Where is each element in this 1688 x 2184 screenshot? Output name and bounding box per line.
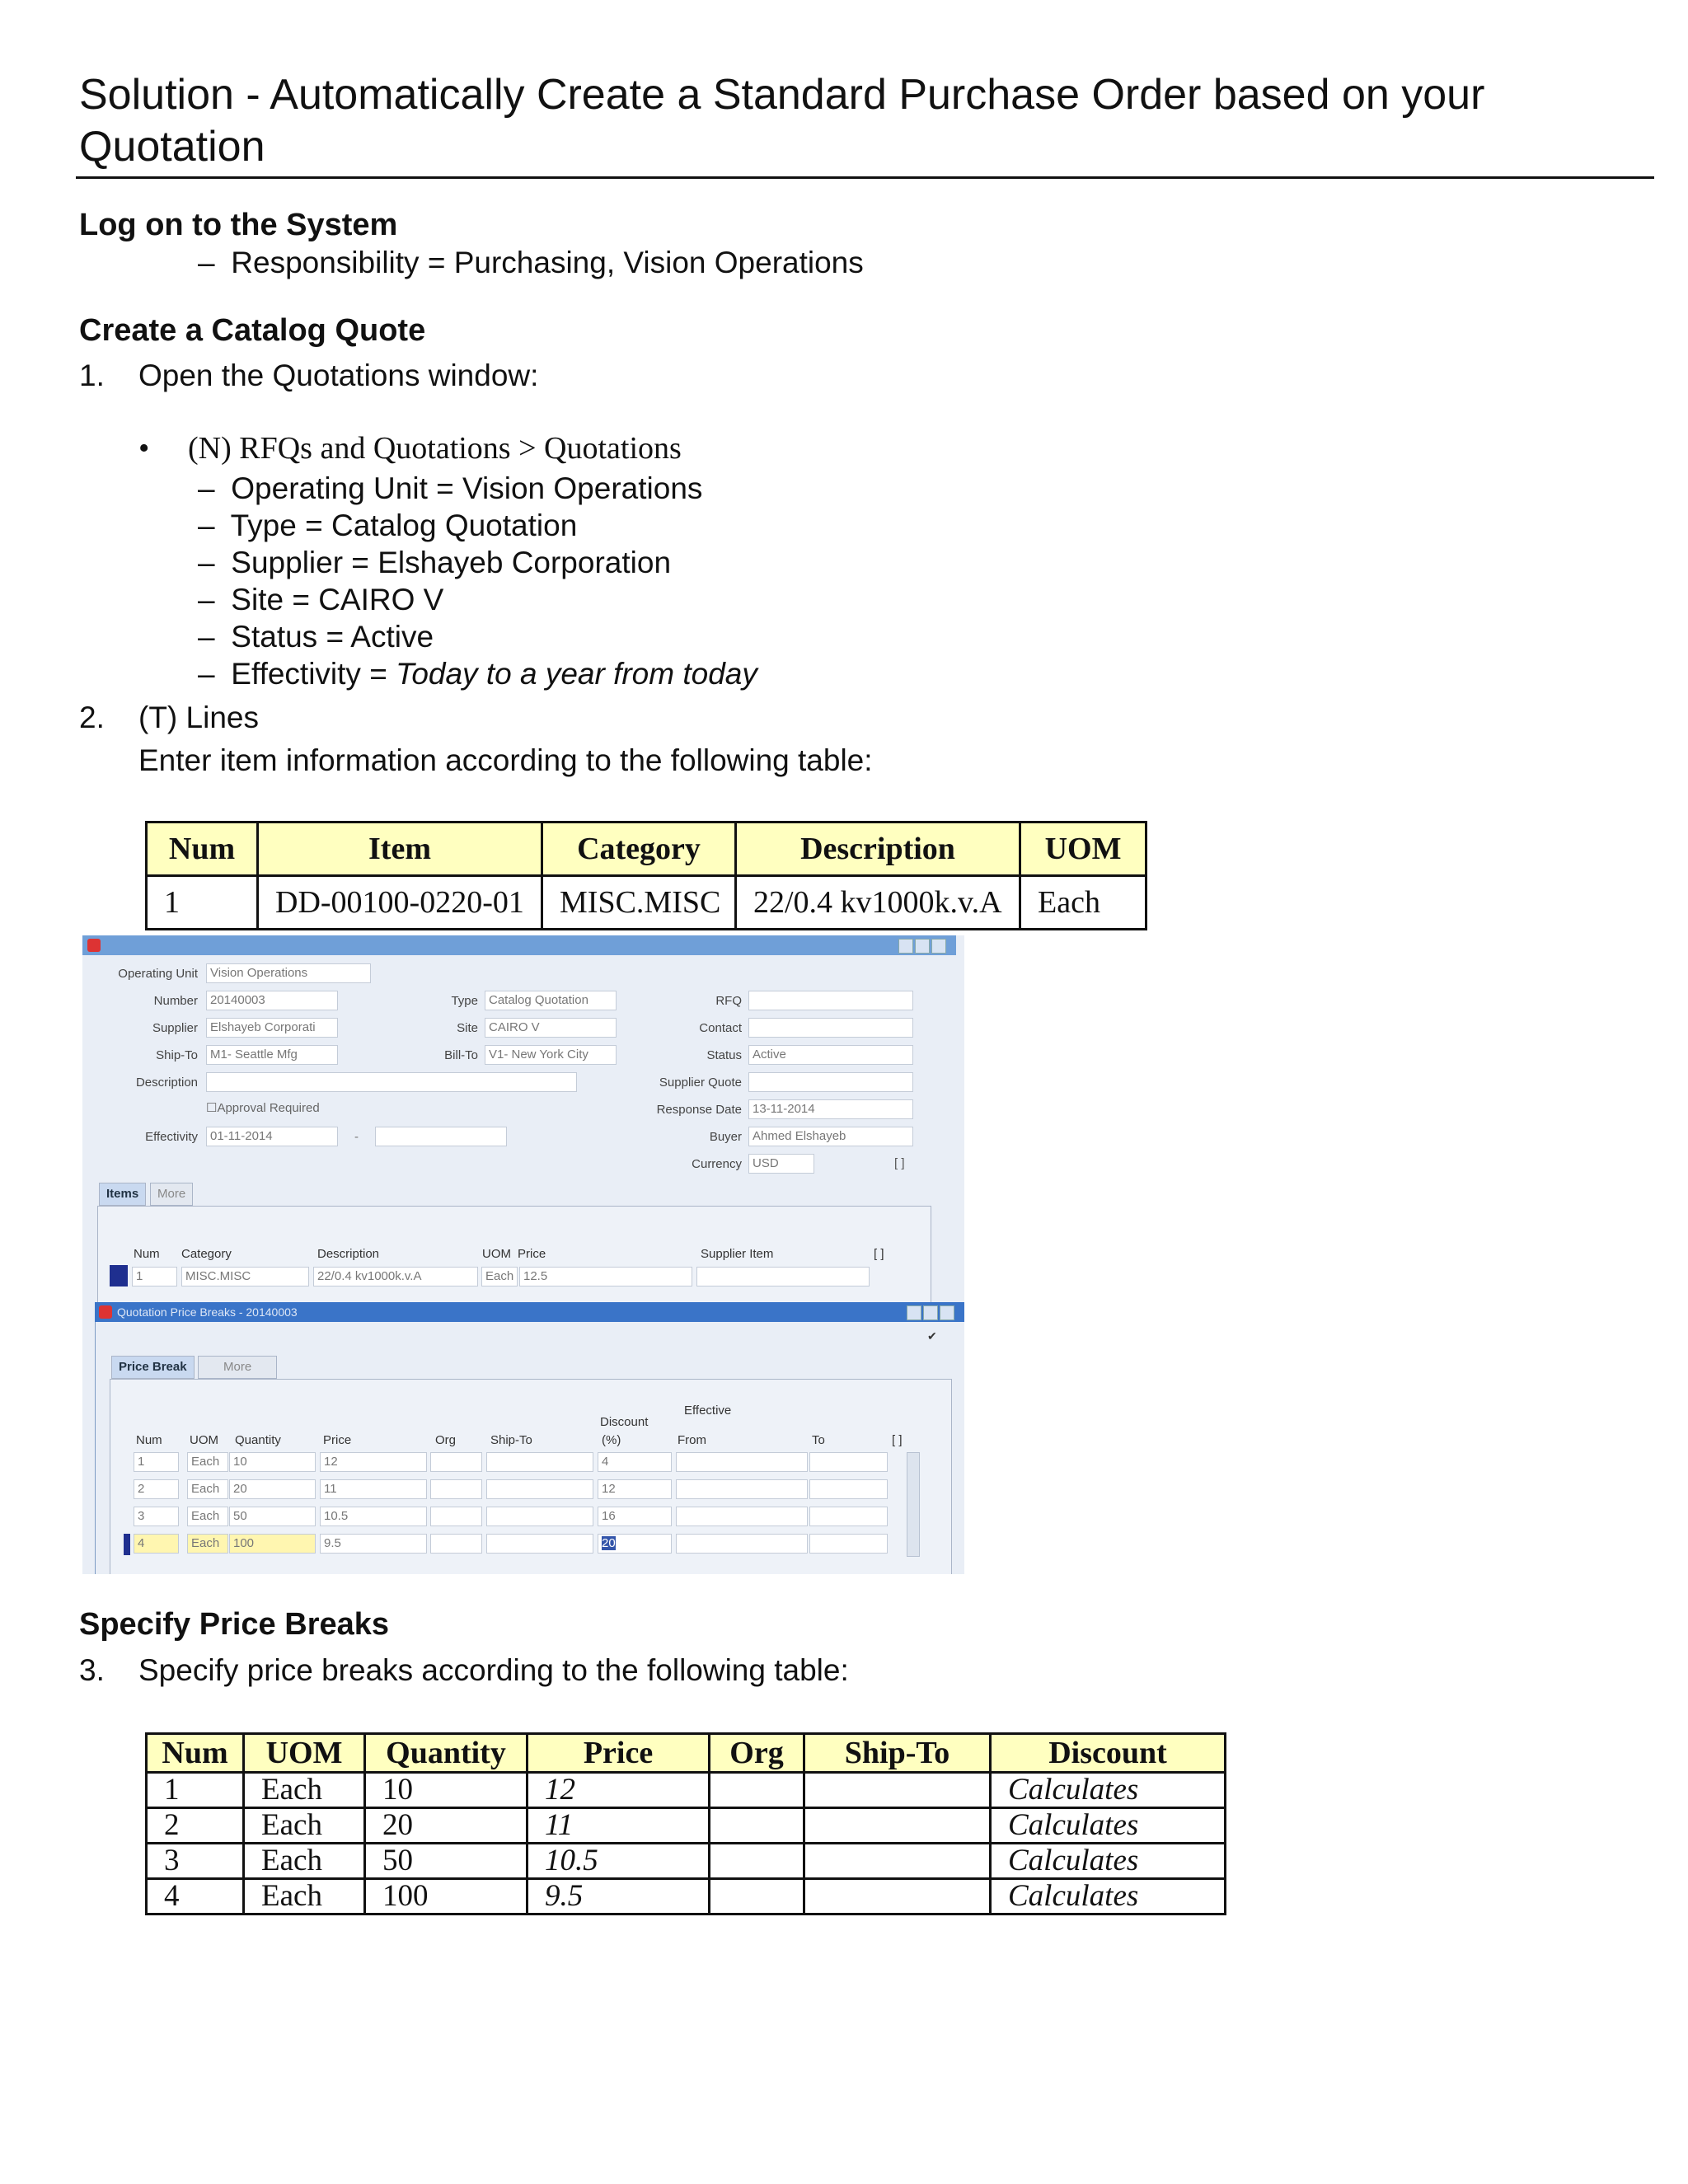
dash-icon: – bbox=[198, 246, 215, 279]
pb-org-field[interactable] bbox=[430, 1534, 482, 1554]
response-date-label: Response Date bbox=[656, 1103, 742, 1117]
cell: MISC.MISC bbox=[542, 876, 736, 930]
effectivity-from-field[interactable]: 01-11-2014 bbox=[206, 1127, 338, 1146]
site-label: Site bbox=[457, 1021, 478, 1035]
supplier-quote-label: Supplier Quote bbox=[659, 1076, 742, 1090]
effectivity-value: Today to a year from today bbox=[396, 657, 757, 691]
line-category-field[interactable]: MISC.MISC bbox=[181, 1267, 309, 1286]
table-row bbox=[147, 1879, 1226, 1915]
pb-price-field[interactable]: 11 bbox=[320, 1479, 427, 1499]
logon-item bbox=[198, 246, 864, 280]
cell bbox=[710, 1773, 804, 1808]
ship-to-label: Ship-To bbox=[156, 1048, 198, 1062]
step-3-number: 3. bbox=[79, 1653, 105, 1687]
pb-qty-field[interactable]: 100 bbox=[229, 1534, 316, 1554]
pb-col-quantity: Quantity bbox=[235, 1433, 281, 1447]
bill-to-field[interactable]: V1- New York City bbox=[485, 1045, 617, 1065]
cell: 100 bbox=[365, 1879, 528, 1915]
page-title: Solution - Automatically Create a Standard Purchase Order based on your Quotation bbox=[79, 71, 1485, 171]
pb-uom-field[interactable]: Each bbox=[187, 1534, 228, 1554]
col-header: Discount bbox=[991, 1734, 1226, 1773]
rfq-field[interactable] bbox=[748, 991, 913, 1010]
price-breaks-heading: Specify Price Breaks bbox=[79, 1607, 390, 1642]
contact-label: Contact bbox=[699, 1021, 742, 1035]
dash-icon: – bbox=[198, 546, 215, 579]
status-field[interactable]: Active bbox=[748, 1045, 913, 1065]
minimize-icon[interactable] bbox=[907, 1305, 921, 1320]
field-item: – Status = Active bbox=[198, 620, 434, 654]
lines-col-supplier-item: Supplier Item bbox=[701, 1247, 774, 1261]
table-row bbox=[147, 1773, 1226, 1808]
pb-col-ship-to: Ship-To bbox=[490, 1433, 532, 1447]
pb-from-field[interactable] bbox=[676, 1534, 808, 1554]
dash-icon: – bbox=[198, 509, 215, 542]
pb-ship-to-field[interactable] bbox=[486, 1534, 593, 1554]
cell: 1 bbox=[147, 876, 258, 930]
col-header: Quantity bbox=[365, 1734, 528, 1773]
line-price-field[interactable]: 12.5 bbox=[519, 1267, 692, 1286]
step-3-text: Specify price breaks according to the following table: bbox=[138, 1653, 849, 1687]
cell: Calculates bbox=[991, 1773, 1226, 1808]
cell: 50 bbox=[365, 1844, 528, 1879]
tab-price-break[interactable]: Price Break bbox=[111, 1356, 195, 1379]
pb-ship-to-field[interactable] bbox=[486, 1479, 593, 1499]
minimize-icon[interactable] bbox=[898, 939, 913, 954]
catalog-heading: Create a Catalog Quote bbox=[79, 313, 426, 348]
effectivity-label: Effectivity bbox=[145, 1130, 198, 1144]
effectivity-separator: - bbox=[354, 1130, 359, 1144]
cell bbox=[710, 1844, 804, 1879]
field-list bbox=[198, 470, 757, 692]
cell bbox=[710, 1879, 804, 1915]
cell: 9.5 bbox=[528, 1879, 710, 1915]
cell: Calculates bbox=[991, 1844, 1226, 1879]
step-2-text: (T) Lines bbox=[138, 701, 259, 734]
oracle-logo-icon bbox=[99, 1305, 112, 1319]
lines-col-description: Description bbox=[317, 1247, 380, 1261]
pb-col-uom: UOM bbox=[190, 1433, 218, 1447]
cell bbox=[804, 1844, 991, 1879]
contact-field[interactable] bbox=[748, 1018, 913, 1038]
pb-uom-field[interactable]: Each bbox=[187, 1507, 228, 1526]
pb-discount-field[interactable]: 4 bbox=[598, 1452, 672, 1472]
descriptive-flex-icon[interactable]: [ ] bbox=[894, 1156, 905, 1170]
col-header: Ship-To bbox=[804, 1734, 991, 1773]
dash-icon: – bbox=[198, 620, 215, 654]
pb-price-field[interactable]: 10.5 bbox=[320, 1507, 427, 1526]
line-supplier-item-field[interactable] bbox=[696, 1267, 870, 1286]
pb-uom-field[interactable]: Each bbox=[187, 1479, 228, 1499]
price-breaks-table bbox=[145, 1732, 1226, 1915]
oracle-logo-icon bbox=[87, 939, 101, 952]
cell: 12 bbox=[528, 1773, 710, 1808]
col-header: Category bbox=[542, 823, 736, 876]
cell: Each bbox=[1020, 876, 1146, 930]
col-header: Org bbox=[710, 1734, 804, 1773]
buyer-label: Buyer bbox=[709, 1130, 742, 1144]
pb-to-field[interactable] bbox=[809, 1534, 888, 1554]
pb-discount-field[interactable]: 20 bbox=[598, 1534, 672, 1554]
pb-num-field[interactable]: 3 bbox=[134, 1507, 179, 1526]
field-item: – Effectivity = Today to a year from today bbox=[198, 657, 757, 691]
col-header: UOM bbox=[1020, 823, 1146, 876]
cell: Calculates bbox=[991, 1879, 1226, 1915]
field-item: – Site = CAIRO V bbox=[198, 583, 444, 616]
logon-heading: Log on to the System bbox=[79, 208, 398, 242]
pb-from-field[interactable] bbox=[676, 1507, 808, 1526]
cell: 20 bbox=[365, 1808, 528, 1844]
buyer-field[interactable]: Ahmed Elshayeb bbox=[748, 1127, 913, 1146]
checkmark-icon: ✔ bbox=[927, 1329, 937, 1343]
number-field[interactable]: 20140003 bbox=[206, 991, 338, 1010]
window-titlebar bbox=[82, 935, 956, 955]
maximize-icon[interactable] bbox=[923, 1305, 938, 1320]
bullet-icon: • bbox=[138, 431, 150, 466]
scrollbar[interactable] bbox=[907, 1452, 920, 1557]
cell: DD-00100-0220-01 bbox=[258, 876, 542, 930]
field-item: – Supplier = Elshayeb Corporation bbox=[198, 546, 672, 579]
pb-org-field[interactable] bbox=[430, 1452, 482, 1472]
cell: Calculates bbox=[991, 1808, 1226, 1844]
price-breaks-title: Quotation Price Breaks - 20140003 bbox=[117, 1305, 298, 1319]
pb-to-field[interactable] bbox=[809, 1452, 888, 1472]
title-rule bbox=[76, 176, 1654, 179]
step-2-subtext: Enter item information according to the following table: bbox=[138, 743, 873, 777]
col-header: Num bbox=[147, 823, 258, 876]
cell: 4 bbox=[147, 1879, 244, 1915]
currency-label: Currency bbox=[692, 1157, 742, 1171]
step-2-number: 2. bbox=[79, 701, 105, 734]
effective-label: Effective bbox=[684, 1404, 732, 1418]
type-field[interactable]: Catalog Quotation bbox=[485, 991, 617, 1010]
cell bbox=[710, 1808, 804, 1844]
dash-icon: – bbox=[198, 471, 215, 505]
lines-col-price: Price bbox=[518, 1247, 546, 1261]
lines-col-flex: [ ] bbox=[874, 1247, 884, 1261]
cell: 2 bbox=[147, 1808, 244, 1844]
pb-num-field[interactable]: 4 bbox=[134, 1534, 179, 1554]
pb-qty-field[interactable]: 50 bbox=[229, 1507, 316, 1526]
pb-col-flex: [ ] bbox=[892, 1433, 903, 1447]
bill-to-label: Bill-To bbox=[444, 1048, 478, 1062]
effectivity-to-field[interactable] bbox=[375, 1127, 507, 1146]
pb-discount-field[interactable]: 16 bbox=[598, 1507, 672, 1526]
col-header: Item bbox=[258, 823, 542, 876]
pb-to-field[interactable] bbox=[809, 1507, 888, 1526]
cell bbox=[804, 1879, 991, 1915]
pb-to-field[interactable] bbox=[809, 1479, 888, 1499]
pb-col-price: Price bbox=[323, 1433, 352, 1447]
pb-col-org: Org bbox=[435, 1433, 457, 1447]
field-item: – Operating Unit = Vision Operations bbox=[198, 471, 703, 505]
approval-checkbox[interactable]: ☐Approval Required bbox=[206, 1101, 320, 1115]
table-row bbox=[147, 1808, 1226, 1844]
operating-unit-label: Operating Unit bbox=[118, 967, 198, 981]
response-date-field[interactable]: 13-11-2014 bbox=[748, 1099, 913, 1119]
pb-discount-field[interactable]: 12 bbox=[598, 1479, 672, 1499]
description-field[interactable] bbox=[206, 1072, 577, 1092]
cell: Each bbox=[244, 1844, 365, 1879]
field-item: – Type = Catalog Quotation bbox=[198, 509, 578, 542]
pb-uom-field[interactable]: Each bbox=[187, 1452, 228, 1472]
pb-org-field[interactable] bbox=[430, 1479, 482, 1499]
pb-from-field[interactable] bbox=[676, 1452, 808, 1472]
step-1-text: Open the Quotations window: bbox=[138, 359, 539, 392]
lines-col-num: Num bbox=[134, 1247, 160, 1261]
cell: Each bbox=[244, 1879, 365, 1915]
close-icon[interactable] bbox=[931, 939, 946, 954]
supplier-field[interactable]: Elshayeb Corporati bbox=[206, 1018, 338, 1038]
tab-more[interactable]: More bbox=[150, 1183, 193, 1206]
cell: 3 bbox=[147, 1844, 244, 1879]
dash-icon: – bbox=[198, 583, 215, 616]
cell: 1 bbox=[147, 1773, 244, 1808]
supplier-label: Supplier bbox=[152, 1021, 198, 1035]
col-header: Num bbox=[147, 1734, 244, 1773]
pb-num-field[interactable]: 1 bbox=[134, 1452, 179, 1472]
col-header: Description bbox=[736, 823, 1020, 876]
pb-price-field[interactable]: 12 bbox=[320, 1452, 427, 1472]
pb-col-num: Num bbox=[136, 1433, 162, 1447]
cell: Each bbox=[244, 1773, 365, 1808]
pb-col-discount: (%) bbox=[602, 1433, 621, 1447]
pb-col-from: From bbox=[678, 1433, 706, 1447]
supplier-quote-field[interactable] bbox=[748, 1072, 913, 1092]
pb-col-to: To bbox=[812, 1433, 825, 1447]
table-row bbox=[147, 876, 1146, 930]
line-num-field[interactable]: 1 bbox=[132, 1267, 177, 1286]
currency-field[interactable]: USD bbox=[748, 1154, 814, 1174]
description-label: Description bbox=[135, 1076, 198, 1090]
ship-to-field[interactable]: M1- Seattle Mfg bbox=[206, 1045, 338, 1065]
record-indicator-icon bbox=[110, 1265, 128, 1286]
pb-num-field[interactable]: 2 bbox=[134, 1479, 179, 1499]
rfq-label: RFQ bbox=[715, 994, 742, 1008]
pb-ship-to-field[interactable] bbox=[486, 1507, 593, 1526]
line-uom-field[interactable]: Each bbox=[481, 1267, 518, 1286]
cell bbox=[804, 1773, 991, 1808]
status-label: Status bbox=[706, 1048, 742, 1062]
cell: 11 bbox=[528, 1808, 710, 1844]
number-label: Number bbox=[153, 994, 198, 1008]
maximize-icon[interactable] bbox=[915, 939, 930, 954]
cell: Each bbox=[244, 1808, 365, 1844]
site-field[interactable]: CAIRO V bbox=[485, 1018, 617, 1038]
pb-org-field[interactable] bbox=[430, 1507, 482, 1526]
dash-icon: – bbox=[198, 657, 215, 691]
discount-label: Discount bbox=[600, 1415, 649, 1429]
nav-path: (N) RFQs and Quotations > Quotations bbox=[188, 431, 682, 466]
col-header: Price bbox=[528, 1734, 710, 1773]
pb-qty-field[interactable]: 10 bbox=[229, 1452, 316, 1472]
pb-from-field[interactable] bbox=[676, 1479, 808, 1499]
lines-col-uom: UOM bbox=[482, 1247, 511, 1261]
lines-col-category: Category bbox=[181, 1247, 232, 1261]
tab-more[interactable]: More bbox=[198, 1356, 277, 1379]
col-header: UOM bbox=[244, 1734, 365, 1773]
lines-table bbox=[145, 821, 1147, 930]
cell: 10 bbox=[365, 1773, 528, 1808]
pb-price-field[interactable]: 9.5 bbox=[320, 1534, 427, 1554]
table-row bbox=[147, 1844, 1226, 1879]
responsibility-text: Responsibility = Purchasing, Vision Operations bbox=[231, 246, 864, 279]
pb-qty-field[interactable]: 20 bbox=[229, 1479, 316, 1499]
quotation-screenshot bbox=[82, 935, 964, 1574]
pb-ship-to-field[interactable] bbox=[486, 1452, 593, 1472]
operating-unit-field[interactable]: Vision Operations bbox=[206, 963, 371, 983]
record-indicator-icon bbox=[124, 1534, 130, 1555]
line-description-field[interactable]: 22/0.4 kv1000k.v.A bbox=[313, 1267, 478, 1286]
close-icon[interactable] bbox=[940, 1305, 954, 1320]
step-1-number: 1. bbox=[79, 359, 105, 392]
tab-items[interactable]: Items bbox=[99, 1183, 146, 1206]
type-label: Type bbox=[451, 994, 478, 1008]
cell: 22/0.4 kv1000k.v.A bbox=[736, 876, 1020, 930]
cell: 10.5 bbox=[528, 1844, 710, 1879]
cell bbox=[804, 1808, 991, 1844]
